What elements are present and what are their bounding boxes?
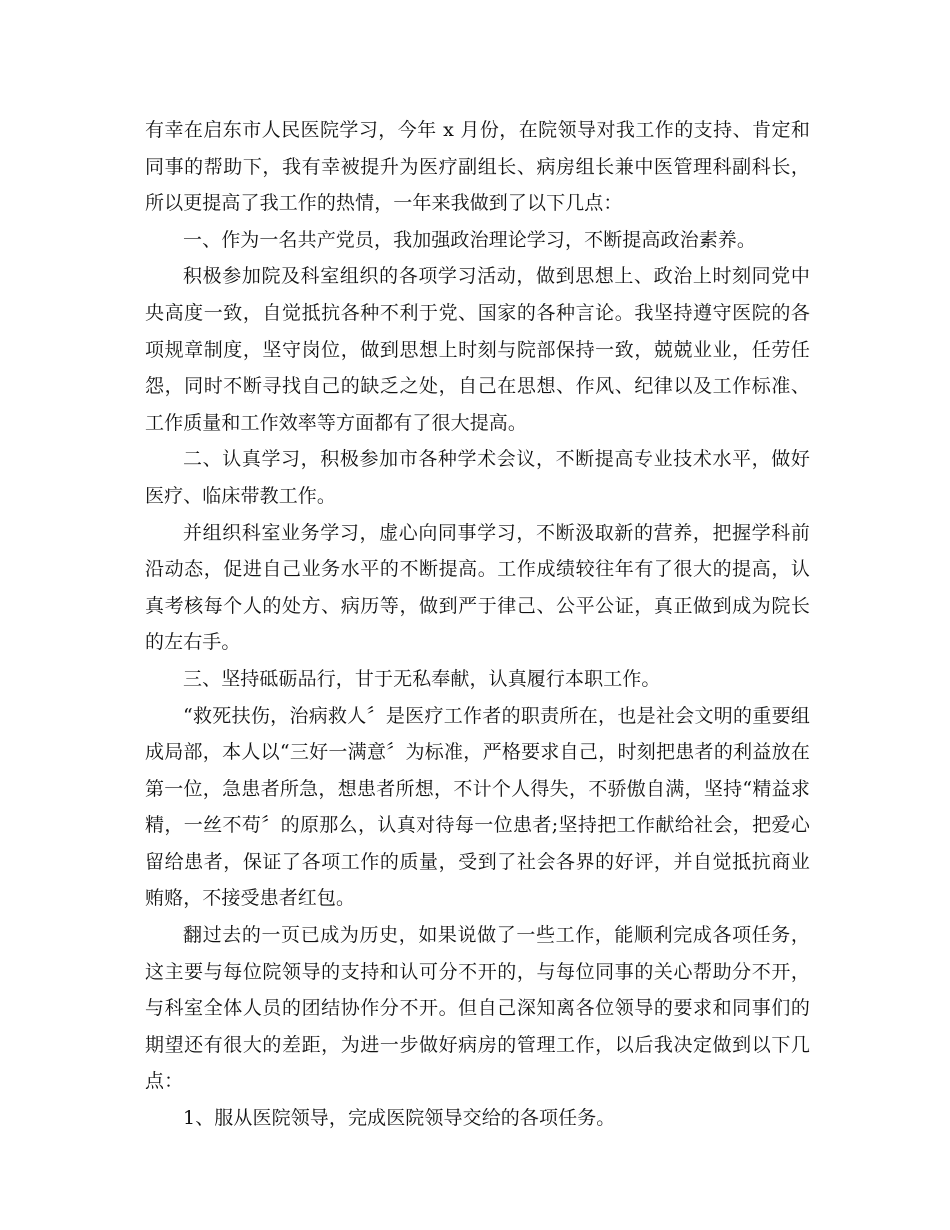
paragraph-heading-3: 三、坚持砥砺品行，甘于无私奉献，认真履行本职工作。 <box>183 667 661 690</box>
paragraph-plan-item-1: 1、服从医院领导，完成医院领导交给的各项任务。 <box>183 1107 616 1130</box>
paragraph-heading-2: 二、认真学习，积极参加市各种学术会议，不断提高专业技术水平，做好医疗、临床带教工作。 <box>145 448 810 507</box>
paragraph-intro: 有幸在启东市人民医院学习，今年 x 月份，在院领导对我工作的支持、肯定和同事的帮助下，我有幸被提升为医疗副组长、病房组长兼中医管理科副科长，所以更提高了我工作的热情，一年来我做到了以下几点： <box>145 119 810 215</box>
paragraph-reflection: 翻过去的一页已成为历史，如果说做了一些工作，能顺利完成各项任务，这主要与每位院领导的支持和认可分不开的，与每位同事的关心帮助分不开，与科室全体人员的团结协作分不开。但自己深知离各位领导的要求和同事们的期望还有很大的差距，为进一步做好病房的管理工作，以后我决定做到以下几点： <box>145 924 810 1093</box>
document-body <box>145 112 810 1137</box>
paragraph-body-3: “救死扶伤，治病救人〞是医疗工作者的职责所在，也是社会文明的重要组成局部，本人以“三好一满意〞为标准，严格要求自己，时刻把患者的利益放在第一位，急患者所急，想患者所想，不计个人得失，不骄傲自满，坚持“精益求精，一丝不苟〞的原那么，认真对待每一位患者;坚持把工作献给社会，把爱心留给患者，保证了各项工作的质量，受到了社会各界的好评，并自觉抵抗商业贿赂，不接受患者红包。 <box>145 704 810 910</box>
paragraph-body-2: 并组织科室业务学习，虚心向同事学习，不断汲取新的营养，把握学科前沿动态，促进自己业务水平的不断提高。工作成绩较往年有了很大的提高，认真考核每个人的处方、病历等，做到严于律己、公平公证，真正做到成为院长的左右手。 <box>145 521 810 654</box>
paragraph-body-1: 积极参加院及科室组织的各项学习活动，做到思想上、政治上时刻同党中央高度一致，自觉抵抗各种不利于党、国家的各种言论。我坚持遵守医院的各项规章制度，坚守岗位，做到思想上时刻与院部保持一致，兢兢业业，任劳任怨，同时不断寻找自己的缺乏之处，自己在思想、作风、纪律以及工作标准、工作质量和工作效率等方面都有了很大提高。 <box>145 265 810 434</box>
paragraph-heading-1: 一、作为一名共产党员，我加强政治理论学习，不断提高政治素养。 <box>183 228 757 251</box>
